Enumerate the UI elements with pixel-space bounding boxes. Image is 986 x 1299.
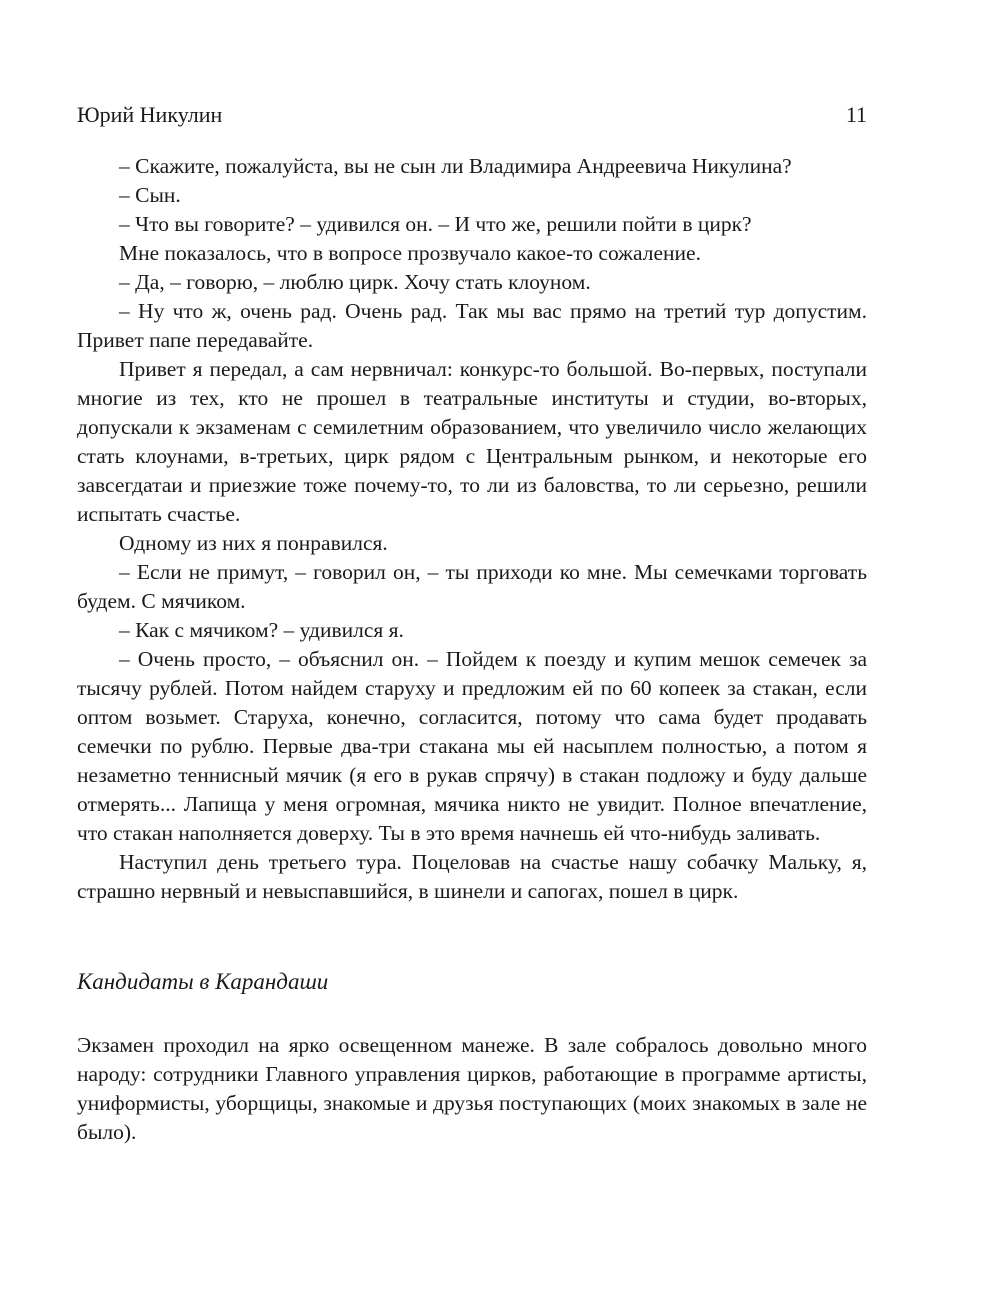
paragraph: – Сын. xyxy=(119,183,181,207)
body-text xyxy=(77,152,867,1147)
paragraph: Одному из них я понравился. xyxy=(119,531,388,555)
paragraph: – Как с мячиком? – удивился я. xyxy=(119,618,404,642)
paragraph: – Да, – говорю, – люблю цирк. Хочу стать клоуном. xyxy=(119,270,591,294)
paragraph: Мне показалось, что в вопросе прозвучало какое-то сожаление. xyxy=(119,241,701,265)
paragraph: Наступил день третьего тура. Поцеловав на счастье нашу собачку Мальку, я, страшно нервный и невыспавшийся, в шинели и сапогах, пошел в цирк. xyxy=(77,850,867,903)
paragraph: – Если не примут, – говорил он, – ты приходи ко мне. Мы семечками торговать будем. С мячиком. xyxy=(77,560,867,613)
paragraph: Привет я передал, а сам нервничал: конкурс-то большой. Во-первых, поступали многие из тех, кто не прошел в театральные институты и студии, во-вторых, допускали к экзаменам с семилетним образованием, что увеличило число желающих стать клоунами, в-третьих, цирк рядом с Центральным рынком, и некоторые его завсегдатаи и приезжие тоже почему-то, то ли из баловства, то ли серьезно, решили испытать счастье. xyxy=(77,357,867,526)
paragraph: – Что вы говорите? – удивился он. – И что же, решили пойти в цирк? xyxy=(119,212,752,236)
paragraph: Экзамен проходил на ярко освещенном манеже. В зале собралось довольно много народу: сотрудники Главного управления цирков, работающие в программе артисты, униформисты, уборщицы, знакомые и друзья поступающих (моих знакомых в зале не было). xyxy=(77,1033,867,1144)
page-number: 11 xyxy=(845,102,867,127)
section-title: Кандидаты в Карандаши xyxy=(77,969,329,994)
paragraph: – Очень просто, – объяснил он. – Пойдем к поезду и купим мешок семечек за тысячу рублей. Потом найдем старуху и предложим ей по 60 копеек за стакан, если оптом возьмет. Старуха, конечно, согласится, потому что сама будет продавать семечки по рублю. Первые два-три стакана мы ей насыплем полностью, а потом я незаметно теннисный мячик (я его в рукав спрячу) в стакан подложу и буду дальше отмерять... Лапища у меня огромная, мячика никто не увидит. Полное впечатление, что стакан наполняется доверху. Ты в это время начнешь ей что-нибудь заливать. xyxy=(77,647,867,845)
paragraph: – Ну что ж, очень рад. Очень рад. Так мы вас прямо на третий тур допустим. Привет папе передавайте. xyxy=(77,299,867,352)
running-header xyxy=(77,100,867,130)
paragraph: – Скажите, пожалуйста, вы не сын ли Владимира Андреевича Никулина? xyxy=(119,154,792,178)
book-page xyxy=(77,100,867,1147)
header-author: Юрий Никулин xyxy=(77,102,223,127)
